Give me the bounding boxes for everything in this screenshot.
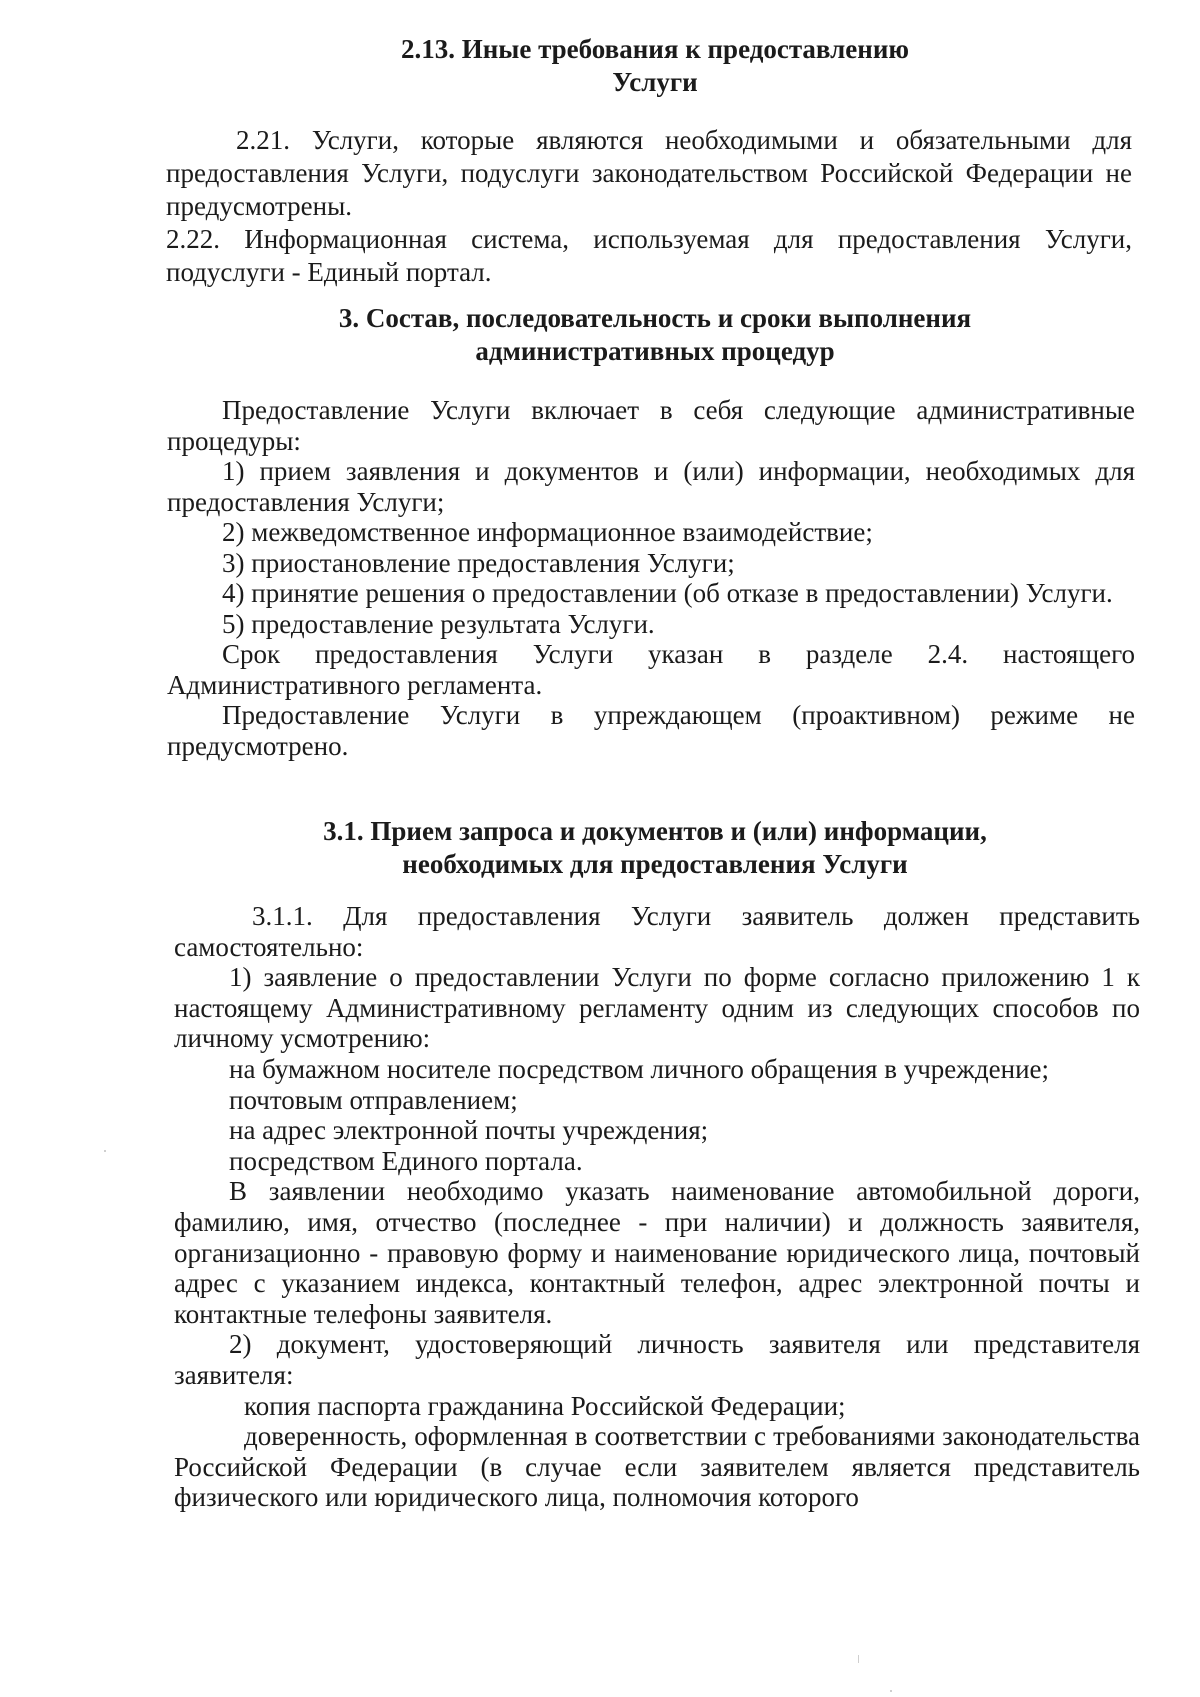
scan-dot [104, 1150, 106, 1152]
heading-line: Услуги [612, 67, 698, 97]
submission-way: на бумажном носителе посредством личного обращения в учреждение; [229, 1053, 1050, 1084]
list-item: 1) прием заявления и документов и (или) информации, необходимых для предоставления Услуги; [167, 456, 1135, 517]
paragraph-term: Срок предоставления Услуги указан в разделе 2.4. настоящего Административного регламента. [167, 639, 1135, 700]
submission-way: посредством Единого портала. [229, 1145, 583, 1176]
section-2-13-heading [180, 33, 1130, 99]
submission-way: на адрес электронной почты учреждения; [229, 1115, 709, 1146]
paragraph-intro: Предоставление Услуги включает в себя следующие административные процедуры: [167, 395, 1135, 456]
list-item: 2) межведомственное информационное взаимодействие; [222, 517, 873, 547]
list-item: 3) приостановление предоставления Услуги; [222, 547, 735, 578]
paragraph-2-22: 2.22. Информационная система, используемая для предоставления Услуги, подуслуги - Единый портал. [166, 224, 1132, 287]
heading-line: административных процедур [475, 336, 835, 366]
section-3-1-heading [180, 815, 1130, 881]
document-item: доверенность, оформленная в соответствии с требованиями законодательства Российской Федерации (в случае если заявителем является представитель физического или юридического лица, полномочия которого [174, 1421, 1140, 1513]
list-item: 4) принятие решения о предоставлении (об отказе в предоставлении) Услуги. [222, 578, 1113, 608]
heading-line: 3. Состав, последовательность и сроки выполнения [338, 303, 972, 333]
list-item: 1) заявление о предоставлении Услуги по форме согласно приложению 1 к настоящему Административному регламенту одним из следующих способов по личному усмотрению: [174, 962, 1140, 1054]
submission-way: почтовым отправлением; [229, 1084, 518, 1115]
list-item: 5) предоставление результата Услуги. [222, 608, 655, 639]
paragraph-proactive: Предоставление Услуги в упреждающем (проактивном) режиме не предусмотрено. [167, 700, 1135, 761]
paragraph-3-1-1: 3.1.1. Для предоставления Услуги заявитель должен представить самостоятельно: [174, 901, 1140, 962]
section-3-1-body [174, 901, 1140, 1513]
list-item: 2) документ, удостоверяющий личность заявителя или представителя заявителя: [174, 1329, 1140, 1390]
paragraph-requirements: В заявлении необходимо указать наименование автомобильной дороги, фамилию, имя, отчество (последнее - при наличии) и должность заявителя, организационно - правовую форму и наименование юридического лица, почтовый адрес с указанием индекса, контактный телефон, адрес электронной почты и контактные телефоны заявителя. [174, 1176, 1140, 1329]
section-3-body [167, 395, 1135, 761]
section-3-heading [180, 302, 1130, 368]
heading-line: необходимых для предоставления Услуги [402, 849, 908, 879]
paragraph-2-21: 2.21. Услуги, которые являются необходимыми и обязательными для предоставления Услуги, подуслуги законодательством Российской Федерации не предусмотрены. [166, 125, 1132, 221]
section-2-13-body [166, 124, 1132, 289]
heading-line: 3.1. Прием запроса и документов и (или) информации, [323, 816, 987, 846]
scan-dot [890, 1690, 892, 1692]
heading-line: 2.13. Иные требования к предоставлению [400, 34, 910, 64]
scan-dot [858, 1655, 859, 1663]
document-item: копия паспорта гражданина Российской Федерации; [244, 1390, 846, 1421]
